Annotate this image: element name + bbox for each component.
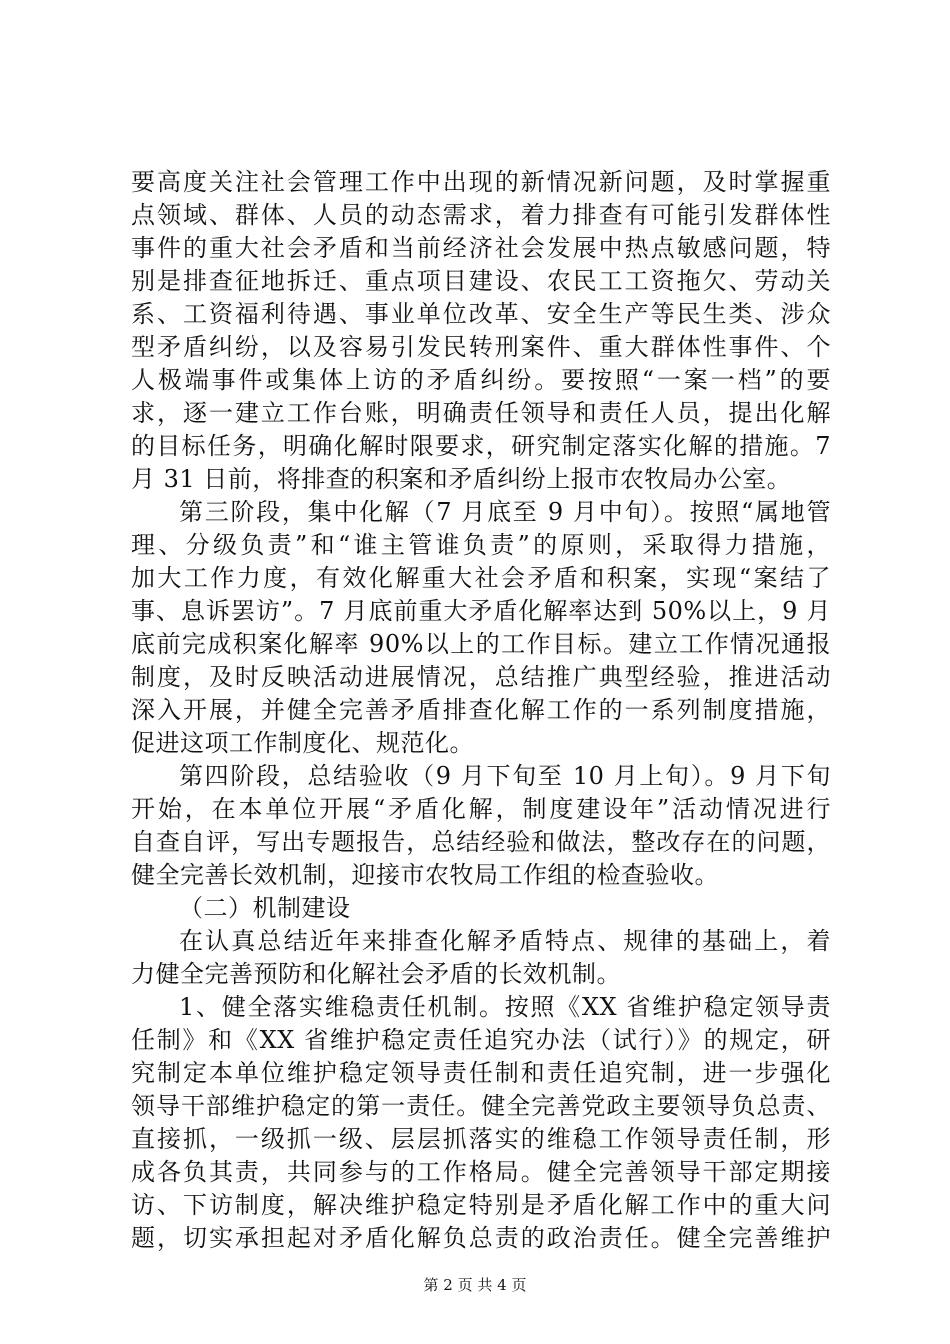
text-line: 第四阶段，总结验收（9 月下旬至 10 月上旬）。9 月下旬 [179, 762, 831, 790]
text-line: 第三阶段，集中化解（7 月底至 9 月中旬）。按照“属地管 [179, 498, 831, 526]
text-line: 系、工资福利待遇、事业单位改革、安全生产等民生类、涉众 [131, 300, 831, 328]
text-line: 题，切实承担起对矛盾化解负总责的政治责任。健全完善维护 [131, 1224, 831, 1252]
text-line: 求，逐一建立工作台账，明确责任领导和责任人员，提出化解 [131, 399, 831, 427]
body-text [131, 166, 831, 1255]
text-line: 1、健全落实维稳责任机制。按照《XX 省维护稳定领导责 [179, 993, 831, 1021]
text-line: 的目标任务，明确化解时限要求，研究制定落实化解的措施。7 [131, 432, 831, 460]
text-line: 开始，在本单位开展“矛盾化解，制度建设年”活动情况进行 [131, 795, 831, 823]
text-line: 促进这项工作制度化、规范化。 [131, 729, 474, 757]
text-line: 事、息诉罢访”。7 月底前重大矛盾化解率达到 50%以上，9 月 [131, 597, 831, 625]
text-line: 深入开展，并健全完善矛盾排查化解工作的一系列制度措施， [131, 696, 831, 724]
text-line: 底前完成积案化解率 90%以上的工作目标。建立工作情况通报 [131, 630, 831, 658]
text-line: 要高度关注社会管理工作中出现的新情况新问题，及时掌握重 [131, 168, 831, 196]
text-line: 在认真总结近年来排查化解矛盾特点、规律的基础上，着 [179, 927, 831, 955]
text-line: 力健全完善预防和化解社会矛盾的长效机制。 [131, 960, 621, 988]
text-line: 加大工作力度，有效化解重大社会矛盾和积案，实现“案结了 [131, 564, 831, 592]
text-line: （二）机制建设 [179, 894, 351, 922]
text-line: 别是排查征地拆迁、重点项目建设、农民工工资拖欠、劳动关 [131, 267, 831, 295]
text-line: 直接抓，一级抓一级、层层抓落实的维稳工作领导责任制，形 [131, 1125, 831, 1153]
text-line: 成各负其责，共同参与的工作格局。健全完善领导干部定期接 [131, 1158, 831, 1186]
text-line: 健全完善长效机制，迎接市农牧局工作组的检查验收。 [131, 861, 719, 889]
page-footer: 第 2 页 共 4 页 [423, 1276, 527, 1294]
text-line: 自查自评，写出专题报告，总结经验和做法，整改存在的问题， [131, 828, 831, 856]
text-line: 领导干部维护稳定的第一责任。健全完善党政主要领导负总责、 [131, 1092, 831, 1120]
text-line: 究制定本单位维护稳定领导责任制和责任追究制，进一步强化 [131, 1059, 831, 1087]
text-line: 点领域、群体、人员的动态需求，着力排查有可能引发群体性 [131, 201, 831, 229]
text-line: 理、分级负责”和“谁主管谁负责”的原则，采取得力措施， [131, 531, 831, 559]
text-line: 型矛盾纠纷，以及容易引发民转刑案件、重大群体性事件、个 [131, 333, 831, 361]
text-line: 任制》和《XX 省维护稳定责任追究办法（试行）》的规定，研 [131, 1026, 831, 1054]
text-line: 人极端事件或集体上访的矛盾纠纷。要按照“一案一档”的要 [131, 366, 831, 394]
text-line: 制度，及时反映活动进展情况，总结推广典型经验，推进活动 [131, 663, 831, 691]
text-line: 月 31 日前，将排查的积案和矛盾纠纷上报市农牧局办公室。 [131, 465, 792, 493]
text-line: 事件的重大社会矛盾和当前经济社会发展中热点敏感问题，特 [131, 234, 831, 262]
text-line: 访、下访制度，解决维护稳定特别是矛盾化解工作中的重大问 [131, 1191, 831, 1219]
